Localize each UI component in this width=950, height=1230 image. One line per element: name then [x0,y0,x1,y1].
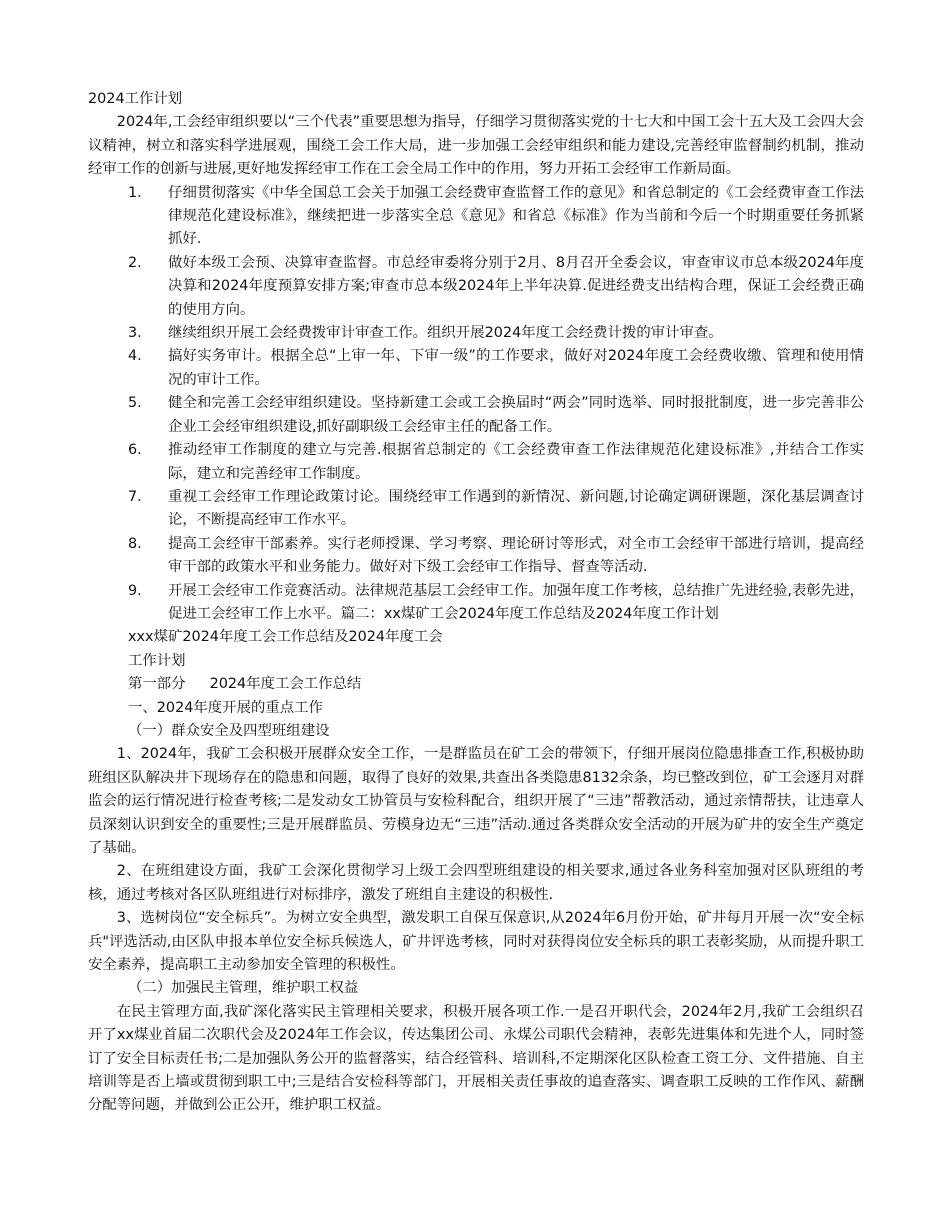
list-item [88,392,864,439]
list-item-text: 仔细贯彻落实《中华全国总工会关于加强工会经费审查监督工作的意见》和省总制定的《工会经费审查工作法律规范化建设标准》，继续把进一步落实全总《意见》和省总《标准》作为当前和今后一个时期重要任务抓紧抓好. [168,184,864,248]
body-paragraph: 3、选树岗位“安全标兵”。为树立安全典型，激发职工自保互保意识,从2024年6月份开始，矿井每月开展一次“安全标兵"评选活动,由区队申报本单位安全标兵候选人，矿井评选考核，同时对获得岗位安全标兵的职工表彰奖励，从而提升职工安全素养，提高职工主动参加安全管理的积极性。 [88,910,864,974]
body-paragraph: 1、2024年，我矿工会积极开展群众安全工作，一是群监员在矿工会的带领下，仔细开展岗位隐患排查工作,积极协助班组区队解决井下现场存在的隐患和问题，取得了良好的效果,共查出各类隐患8132余条，均已整改到位，矿工会逐月对群监会的运行情况进行检查考核;二是发动女工协管员与安检科配合，组织开展了“三违”帮教活动，通过亲情帮扶，让违章人员深刻认识到安全的重要性;三是开展群监员、劳模身边无“三违”活动.通过各类群众安全活动的开展为矿井的安全生产奠定了基础。 [88,746,864,856]
list-item [88,533,864,580]
subsection-heading: （一）群众安全及四型班组建设 [128,722,330,739]
subsection-heading: （二）加强民主管理，维护职工权益 [128,980,359,997]
list-item-text: 继续组织开展工会经费拨审计审查工作。组织开展2024年度工会经费计拨的审计审查。 [168,325,723,342]
list-item-text: 健全和完善工会经审组织建设。坚持新建工会或工会换届时“两会”同时选举、同时报批制度，进一步完善非公企业工会经审组织建设,抓好副职级工会经审主任的配备工作。 [168,395,864,435]
part-label: 第一部分 [128,676,186,693]
list-item [88,439,864,486]
body-paragraph: 在民主管理方面,我矿深化落实民主管理相关要求，积极开展各项工作.一是召开职代会，2024年2月,我矿工会组织召开了xx煤业首届二次职代会及2024年工作会议，传达集团公司、永煤公司职代会精神，表彰先进集体和先进个人，同时签订了安全目标责任书;二是加强队务公开的监督落实，结合经管科、培训科,不定期深化区队检查工资工分、文件措施、自主培训等是否上墙或贯彻到职工中;三是结合安检科等部门，开展相关责任事故的追查落实、调查职工反映的工作作风、薪酬分配等问题，并做到公正公开，维护职工权益。 [88,1003,864,1114]
list-item-text: 开展工会经审工作竞赛活动。法律规范基层工会经审工作。加强年度工作考核，总结推广先进经验,表彰先进，促进工会经审工作上水平。篇二：xx煤矿工会2024年度工作总结及2024年度工作计划 [168,582,864,622]
doc-title: 2024工作计划 [88,91,183,107]
sub-title-line-2: 工作计划 [128,652,186,669]
work-plan-list [88,182,864,627]
list-item [88,322,864,345]
list-item-number: 3. [128,325,142,342]
body-paragraph: 2、在班组建设方面，我矿工会深化贯彻学习上级工会四型班组建设的相关要求,通过各业务科室加强对区队班组的考核，通过考核对各区队班组进行对标排序，激发了班组自主建设的积极性. [88,863,864,903]
list-item-number: 1. [128,184,142,201]
list-item-number: 6. [128,442,142,459]
list-item [88,580,864,627]
list-item [88,486,864,533]
list-item-text: 提高工会经审干部素养。实行老师授课、学习考察、理论研讨等形式，对全市工会经审干部进行培训，提高经审干部的政策水平和业务能力。做好对下级工会经审工作指导、督查等活动. [168,535,864,576]
list-item-number: 5. [128,395,142,412]
section-heading: 一、2024年度开展的重点工作 [128,699,323,716]
list-item-number: 4. [128,348,142,365]
list-item-number: 7. [128,488,142,505]
list-item [88,345,864,392]
sub-title-line-1: xxx煤矿2024年度工会工作总结及2024年度工会 [128,629,443,646]
list-item [88,182,864,252]
part-heading [88,673,864,696]
intro-paragraph: 2024年,工会经审组织要以“三个代表”重要思想为指导，仔细学习贯彻落实党的十七大和中国工会十五大及工会四大会议精神，树立和落实科学进展观，围绕工会工作大局，进一步加强工会经审组织和能力建设,完善经审监督制约机制，推动经审工作的创新与进展,更好地发挥经审工作在工会全局工作中的作用，努力开拓工会经审工作新局面。 [88,114,864,178]
list-item-text: 做好本级工会预、决算审查监督。市总经审委将分别于2月、8月召开全委会议，审查审议市总本级2024年度决算和2024年度预算安排方案;审查市总本级2024年上半年决算.促进经费支出结构合理，保证工会经费正确的使用方向。 [168,254,864,318]
list-item-number: 8. [128,535,142,552]
part-title: 2024年度工会工作总结 [209,676,362,693]
list-item-number: 9. [128,582,142,599]
list-item-text: 搞好实务审计。根据全总“上审一年、下审一级”的工作要求，做好对2024年度工会经费收缴、管理和使用情况的审计工作。 [168,348,864,388]
list-item-text: 推动经审工作制度的建立与完善.根据省总制定的《工会经费审查工作法律规范化建设标准》,并结合工作实际，建立和完善经审工作制度。 [168,442,864,482]
list-item [88,252,864,322]
list-item-number: 2. [128,254,142,271]
list-item-text: 重视工会经审工作理论政策讨论。围绕经审工作遇到的新情况、新问题,讨论确定调研课题，深化基层调查讨论，不断提高经审工作水平。 [168,488,864,529]
